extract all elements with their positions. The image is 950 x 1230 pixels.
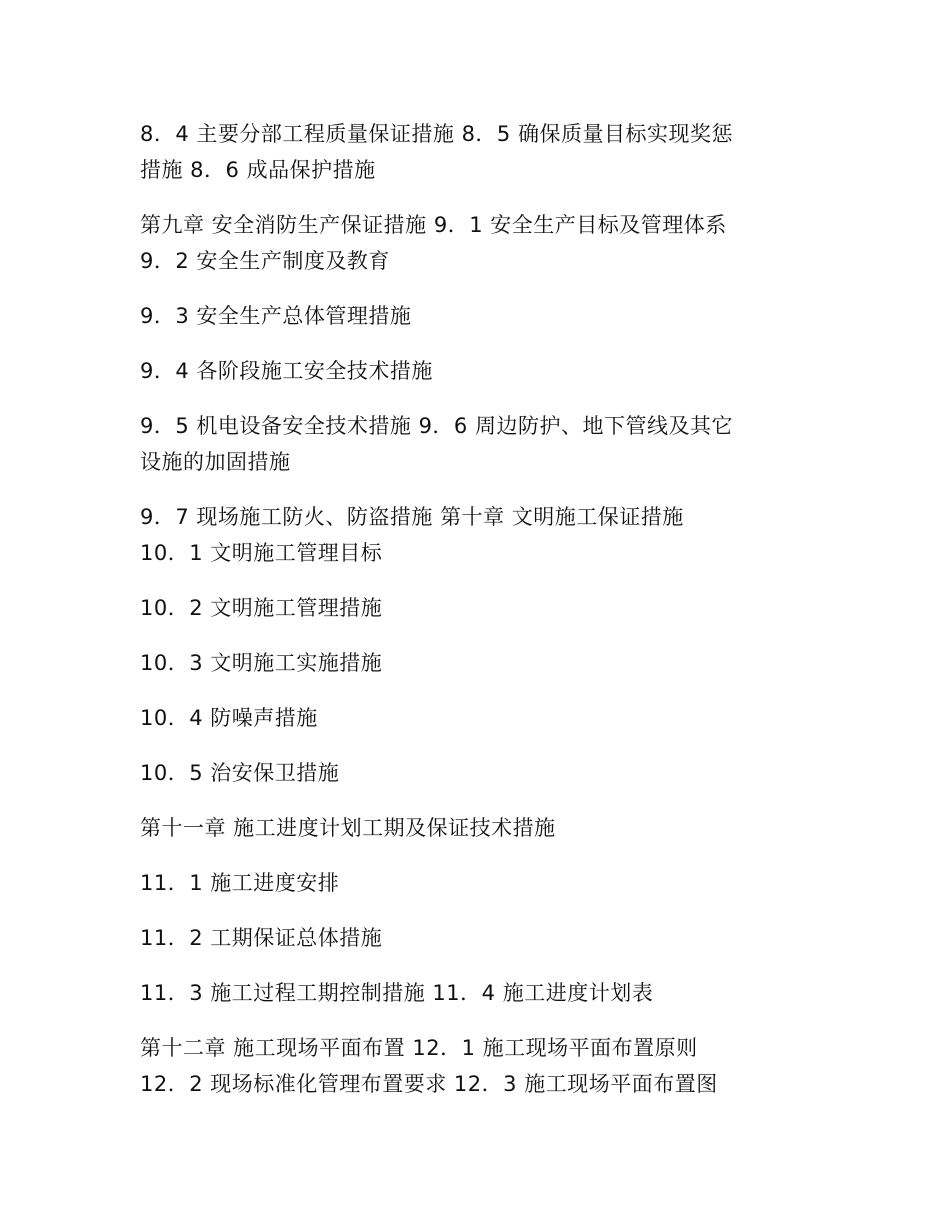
toc-line: 10．5 治安保卫措施 <box>140 761 340 785</box>
toc-line: 12．2 现场标准化管理布置要求 12．3 施工现场平面布置图 <box>140 1072 718 1096</box>
toc-paragraph <box>140 645 820 681</box>
toc-paragraph <box>140 755 820 791</box>
toc-line: 10．2 文明施工管理措施 <box>140 596 383 620</box>
toc-line: 第十一章 施工进度计划工期及保证技术措施 <box>140 816 556 840</box>
toc-line: 9．3 安全生产总体管理措施 <box>140 304 412 328</box>
toc-line: 10．1 文明施工管理目标 <box>140 541 383 565</box>
table-of-contents <box>140 116 820 1121</box>
toc-line: 10．4 防噪声措施 <box>140 706 318 730</box>
toc-line: 9．2 安全生产制度及教育 <box>140 249 390 273</box>
toc-paragraph <box>140 353 820 389</box>
toc-line: 9．4 各阶段施工安全技术措施 <box>140 359 433 383</box>
toc-paragraph <box>140 590 820 626</box>
toc-line: 11．1 施工进度安排 <box>140 871 340 895</box>
toc-paragraph <box>140 975 820 1011</box>
toc-line: 11．3 施工过程工期控制措施 11．4 施工进度计划表 <box>140 981 654 1005</box>
toc-line: 第十二章 施工现场平面布置 12．1 施工现场平面布置原则 <box>140 1036 698 1060</box>
toc-line: 9．7 现场施工防火、防盗措施 第十章 文明施工保证措施 <box>140 505 684 529</box>
toc-paragraph <box>140 700 820 736</box>
toc-paragraph <box>140 408 820 480</box>
toc-line: 11．2 工期保证总体措施 <box>140 926 383 950</box>
toc-paragraph <box>140 810 820 846</box>
toc-paragraph <box>140 207 820 279</box>
toc-paragraph <box>140 865 820 901</box>
toc-line: 8．4 主要分部工程质量保证措施 8．5 确保质量目标实现奖惩 <box>140 122 733 146</box>
toc-paragraph <box>140 499 820 571</box>
toc-line: 9．5 机电设备安全技术措施 9．6 周边防护、地下管线及其它 <box>140 414 733 438</box>
toc-paragraph <box>140 920 820 956</box>
toc-line: 10．3 文明施工实施措施 <box>140 651 383 675</box>
toc-paragraph <box>140 298 820 334</box>
toc-paragraph <box>140 1030 820 1102</box>
toc-line: 设施的加固措施 <box>140 450 291 474</box>
toc-line: 第九章 安全消防生产保证措施 9．1 安全生产目标及管理体系 <box>140 213 727 237</box>
toc-line: 措施 8．6 成品保护措施 <box>140 158 376 182</box>
toc-paragraph <box>140 116 820 188</box>
